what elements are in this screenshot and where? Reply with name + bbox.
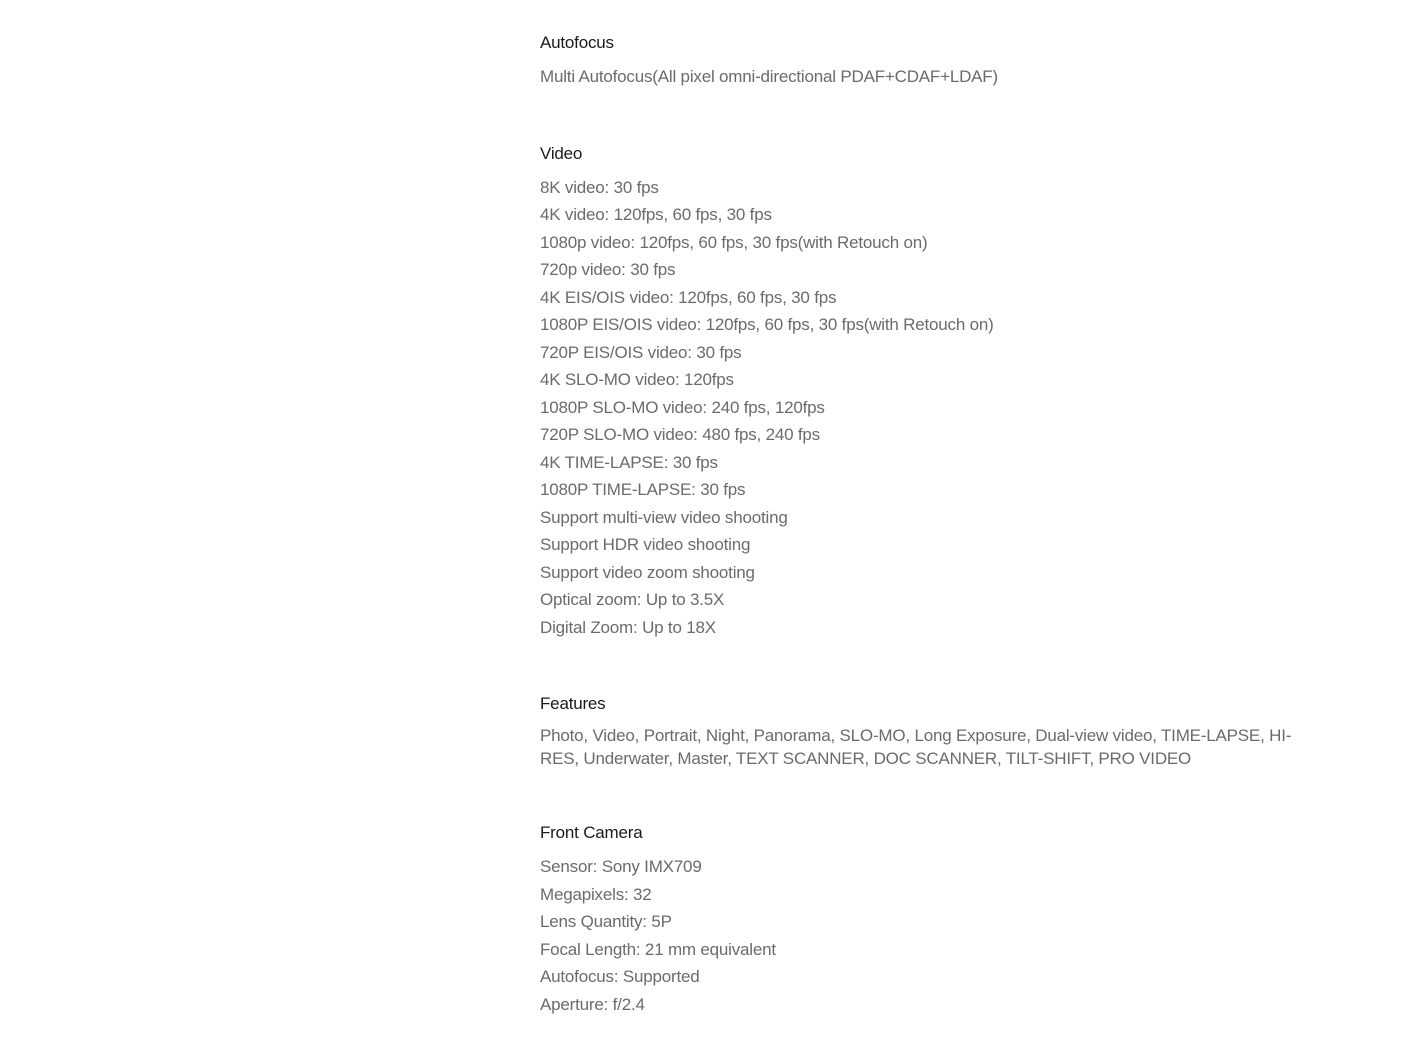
front-camera-aperture: Aperture: f/2.4 [540, 994, 645, 1014]
specs-content [540, 31, 1330, 1018]
front-camera-section [540, 821, 1330, 1018]
video-spec-4k-slomo: 4K SLO-MO video: 120fps [540, 370, 734, 389]
video-spec-720p: 720p video: 30 fps [540, 260, 676, 279]
video-spec-4k: 4K video: 120fps, 60 fps, 30 fps [540, 205, 772, 224]
video-spec-digital-zoom: Digital Zoom: Up to 18X [540, 617, 716, 637]
front-camera-title: Front Camera [540, 823, 643, 842]
features-title: Features [540, 694, 606, 713]
front-camera-sensor: Sensor: Sony IMX709 [540, 857, 702, 876]
video-section [540, 142, 1330, 642]
video-spec-8k: 8K video: 30 fps [540, 177, 659, 197]
video-spec-1080p: 1080p video: 120fps, 60 fps, 30 fps(with Retouch on) [540, 232, 928, 252]
autofocus-title: Autofocus [540, 33, 614, 52]
features-section [540, 692, 1330, 770]
video-title: Video [540, 143, 583, 163]
features-list: Photo, Video, Portrait, Night, Panorama, SLO-MO, Long Exposure, Dual-view video, TIME-LAPSE, HI-RES, Underwater, Master, TEXT SCANNER, DOC SCANNER, TILT-SHIFT, PRO VIDEO [540, 726, 1292, 768]
front-camera-focal-length: Focal Length: 21 mm equivalent [540, 939, 776, 959]
video-spec-optical-zoom: Optical zoom: Up to 3.5X [540, 590, 725, 609]
front-camera-lens-quantity: Lens Quantity: 5P [540, 912, 672, 931]
front-camera-megapixels: Megapixels: 32 [540, 884, 652, 904]
video-spec-720p-slomo: 720P SLO-MO video: 480 fps, 240 fps [540, 425, 820, 444]
video-spec-multi-view: Support multi-view video shooting [540, 507, 788, 527]
video-spec-hdr: Support HDR video shooting [540, 535, 751, 554]
video-spec-4k-timelapse: 4K TIME-LAPSE: 30 fps [540, 452, 718, 472]
video-spec-1080p-slomo: 1080P SLO-MO video: 240 fps, 120fps [540, 397, 825, 417]
video-spec-1080p-eis: 1080P EIS/OIS video: 120fps, 60 fps, 30 fps(with Retouch on) [540, 315, 994, 334]
autofocus-section [540, 31, 1330, 91]
video-spec-zoom: Support video zoom shooting [540, 562, 755, 582]
front-camera-autofocus: Autofocus: Supported [540, 967, 700, 986]
video-spec-1080p-timelapse: 1080P TIME-LAPSE: 30 fps [540, 480, 746, 499]
video-spec-4k-eis: 4K EIS/OIS video: 120fps, 60 fps, 30 fps [540, 287, 837, 307]
video-spec-720p-eis: 720P EIS/OIS video: 30 fps [540, 342, 742, 362]
autofocus-spec: Multi Autofocus(All pixel omni-directional PDAF+CDAF+LDAF) [540, 67, 998, 86]
